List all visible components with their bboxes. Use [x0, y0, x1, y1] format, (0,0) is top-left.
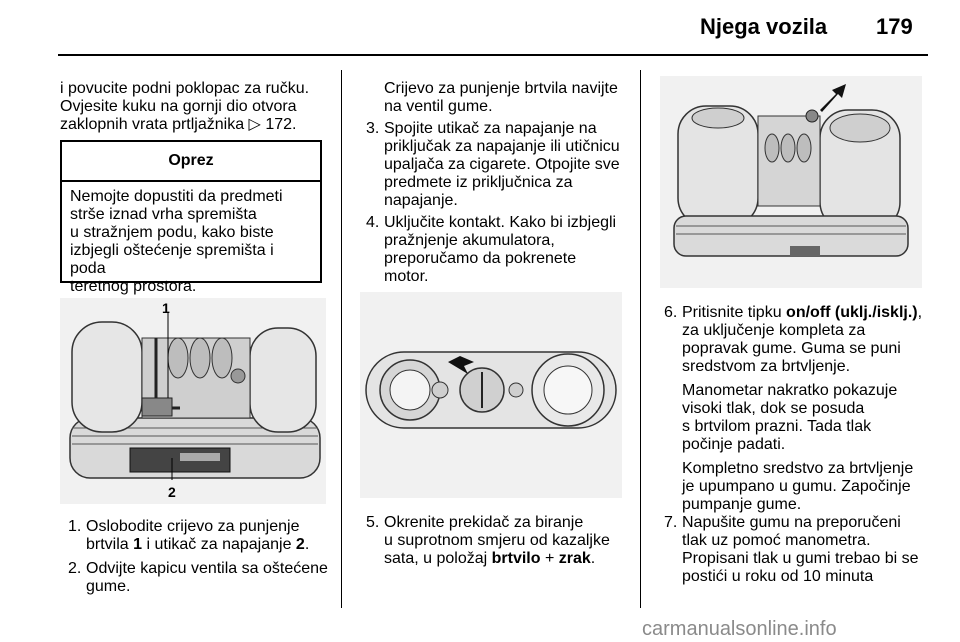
- warning-body: Nemojte dopustiti da predmeti strše iznad vrha spremišta u stražnjem podu, kako biste izbjegli oštećenje spremišta i poda teretnog prostora.: [70, 188, 283, 295]
- step-6: 6. Pritisnite tipku on/off (uklj./isklj.), za uključenje kompleta za popravak gume. Guma se puni sredstvom za brtvljenje. Manometar nakratko pokazuje visoki tlak, dok se posuda s brtvilom prazni. Tada tlak počinje padati. Kompletno sredstvo za brtvljenje je upumpano u gumu. Započinje pumpanje gume.: [664, 304, 923, 513]
- intro-line: Ovjesite kuku na gornji dio otvora: [60, 98, 297, 115]
- callout-2: 2: [168, 484, 176, 500]
- step-7: 7. Napušite gumu na preporučeni tlak uz pomoć manometra. Propisani tlak u gumi trebao bi se postići u roku od 10 minuta: [664, 514, 919, 585]
- page-number: 179: [876, 14, 913, 39]
- callout-1: 1: [162, 300, 170, 316]
- compressor-illustration: [60, 298, 326, 504]
- page-ref[interactable]: 172.: [265, 116, 297, 133]
- step-5: 5. Okrenite prekidač za biranje u suprotnom smjeru od kazaljke sata, u položaj brtvilo + zrak.: [366, 514, 610, 567]
- selector-dial-illustration: [360, 292, 622, 498]
- continuation-text: Crijevo za punjenje brtvila navijte na ventil gume.: [384, 80, 618, 115]
- step-1: 1. Oslobodite crijevo za punjenje brtvila 1 i utikač za napajanje 2.: [68, 518, 310, 553]
- header-rule: [58, 54, 928, 56]
- intro-text: [60, 80, 340, 134]
- step-4: 4. Uključite kontakt. Kako bi izbjegli pražnjenje akumulatora, preporučamo da pokrenete motor.: [366, 214, 617, 285]
- compressor-figure-1: [60, 298, 326, 504]
- arrow-ref-icon: ▷: [248, 116, 261, 133]
- column-divider-1: [341, 70, 342, 608]
- chapter-title: Njega vozila: [700, 14, 828, 39]
- intro-line: i povucite podni poklopac za ručku.: [60, 80, 310, 97]
- warning-box: [60, 140, 322, 295]
- column-divider-2: [640, 70, 641, 608]
- on-off-button-label: on/off (uklj./isklj.): [786, 304, 918, 321]
- selector-dial-figure: [360, 292, 622, 498]
- compressor-figure-3: [660, 76, 922, 288]
- compressor-top-illustration: [660, 76, 922, 288]
- intro-line: zaklopnih vrata prtljažnika ▷ 172.: [60, 116, 297, 133]
- warning-title: Oprez: [62, 142, 320, 182]
- step-2: 2. Odvijte kapicu ventila sa oštećene gume.: [68, 560, 328, 595]
- step-3: 3. Spojite utikač za napajanje na priključak za napajanje ili utičnicu upaljača za cigarete. Otpojite sve predmete iz priključnica za napajanje.: [366, 120, 620, 209]
- watermark: carmanualsonline.info: [642, 618, 837, 640]
